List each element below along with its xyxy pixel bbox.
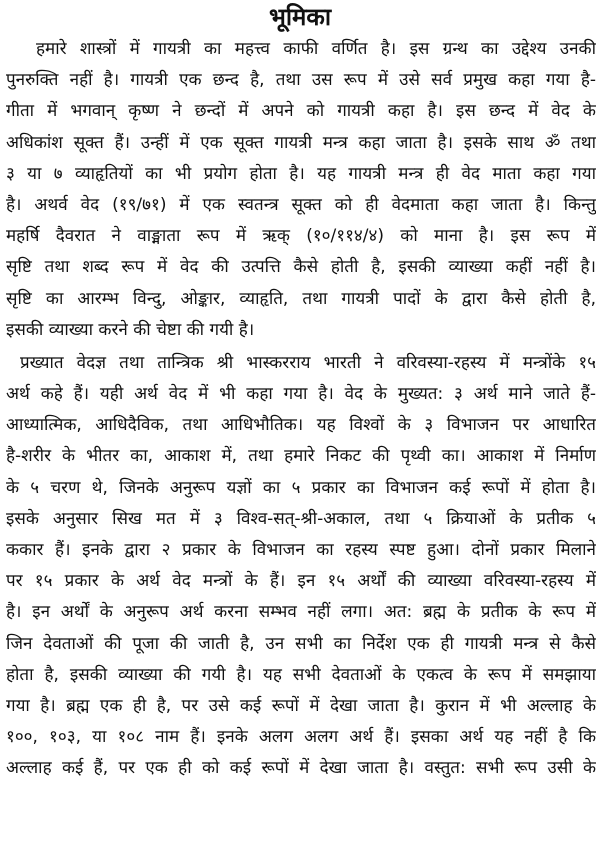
- text-line: गया है। ब्रह्म एक ही है, पर उसे कई रूपों में देखा जाता है। कुरान में भी अल्लाह के: [6, 695, 596, 716]
- text-line: महर्षि दैवरात ने वाङ्माता रूप में ऋक् (१०/११४/४) को माना है। इस रूप में: [6, 226, 596, 247]
- text-line: अल्लाह कई हैं, पर एक ही को कई रूपों में देखा जाता है। वस्तुत: सभी रूप उसी के: [6, 758, 596, 779]
- text-line: १००, १०३, या १०८ नाम हैं। इनके अलग अलग अर्थ हैं। इसका अर्थ यह नहीं है कि: [6, 727, 596, 748]
- text-line: अधिकांश सूक्त हैं। उन्हीं में एक सूक्त गायत्री मन्त्र कहा जाता है। इसके साथ ॐ तथा: [6, 132, 596, 153]
- text-line: अर्थ कहे हैं। यही अर्थ वेद में भी कहा गया है। वेद के मुख्यत: ३ अर्थ माने जाते हैं-: [6, 384, 596, 405]
- text-line: ३ या ७ व्याहृतियों का भी प्रयोग होता है। यह गायत्री मन्त्र ही वेद माता कहा गया: [6, 163, 596, 184]
- text-line: हमारे शास्त्रों में गायत्री का महत्त्व काफी वर्णित है। इस ग्रन्थ का उद्देश्य उनकी: [36, 39, 596, 59]
- text-line: सृष्टि का आरम्भ विन्दु, ओङ्कार, व्याहृति, तथा गायत्री पादों के द्वारा कैसे होती है,: [6, 288, 596, 309]
- text-line: होता है, इसकी व्याख्या की गयी है। यह सभी देवताओं के एकत्व के रूप में समझाया: [6, 664, 596, 685]
- text-line: है-शरीर के भीतर का, आकाश में, तथा हमारे निकट की पृथ्वी का। आकाश में निर्माण: [6, 446, 596, 467]
- text-line: है। अथर्व वेद (१९/७१) में एक स्वतन्त्र सूक्त को ही वेदमाता कहा जाता है। किन्तु: [6, 194, 596, 215]
- text-line: इसके अनुसार सिख मत में ३ विश्व-सत्-श्री-अकाल, तथा ५ क्रियाओं के प्रतीक ५: [6, 508, 596, 529]
- text-line: पुनरुक्ति नहीं है। गायत्री एक छन्द है, तथा उस रूप में उसे सर्व प्रमुख कहा गया है-: [6, 70, 596, 91]
- text-line: प्रख्यात वेदज्ञ तथा तान्त्रिक श्री भास्करराय भारती ने वरिवस्या-रहस्य में मन्त्रोंके १५: [20, 352, 596, 373]
- text-line: ककार हैं। इनके द्वारा २ प्रकार के विभाजन का रहस्य स्पष्ट हुआ। दोनों प्रकार मिलाने: [6, 540, 596, 560]
- text-line: के ५ चरण थे, जिनके अनुरूप यज्ञों का ५ प्रकार का विभाजन कई रूपों में होता है।: [6, 477, 596, 498]
- page-title: भूमिका: [268, 3, 332, 31]
- text-line: गीता में भगवान् कृष्ण ने छन्दों में अपने को गायत्री कहा है। इस छन्द में वेद के: [6, 101, 596, 122]
- text-line: सृष्टि तथा शब्द रूप में वेद की उत्पत्ति कैसे होती है, इसकी व्याख्या कहीं नहीं है।: [6, 257, 596, 278]
- body-text: [6, 34, 596, 785]
- text-line: पर १५ प्रकार के अर्थ वेद मन्त्रों के हैं। इन १५ अर्थों की व्याख्या वरिवस्या-रहस्य में: [6, 571, 596, 592]
- text-line: जिन देवताओं की पूजा की जाती है, उन सभी का निर्देश एक ही गायत्री मन्त्र से कैसे: [6, 633, 596, 654]
- text-line: इसकी व्याख्या करने की चेष्टा की गयी है।: [6, 319, 255, 340]
- text-line: आध्यात्मिक, आधिदैविक, तथा आधिभौतिक। यह विश्वों के ३ विभाजन पर आधारित: [6, 415, 596, 436]
- text-line: है। इन अर्थों के अनुरूप अर्थ करना सम्भव नहीं लगा। अत: ब्रह्म के प्रतीक के रूप में: [6, 602, 596, 623]
